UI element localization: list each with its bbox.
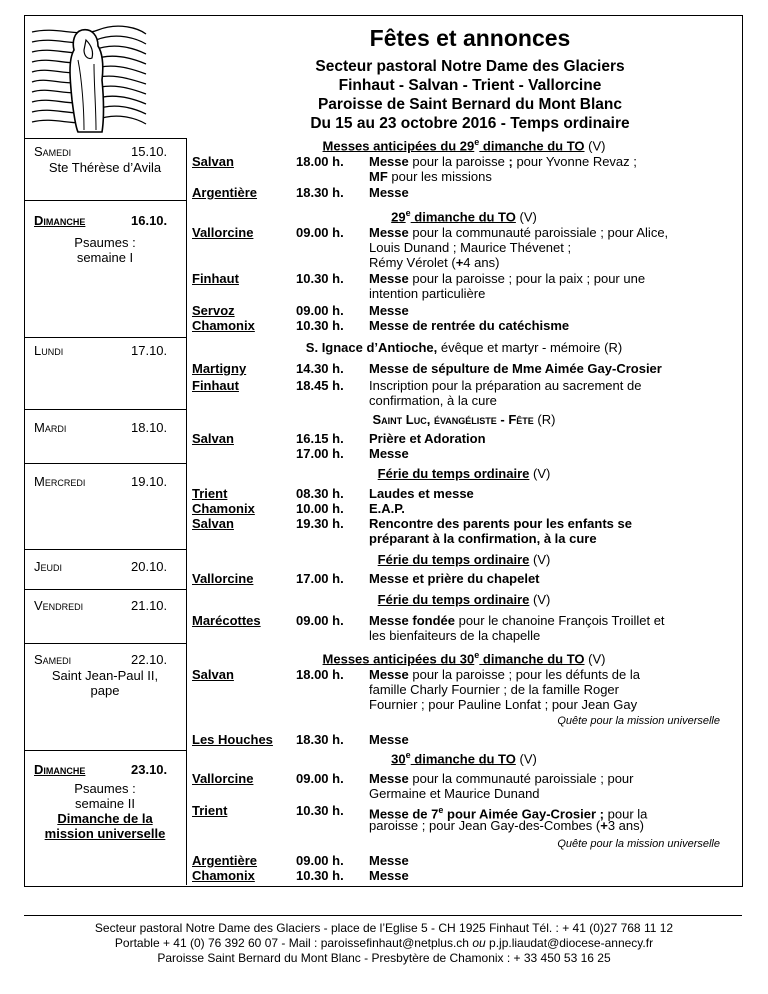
entry-text: Fournier ; pour Pauline Lonfat ; pour Jean Gay xyxy=(369,697,638,712)
entry-place: Vallorcine xyxy=(192,571,254,586)
entry-place: Finhaut xyxy=(192,378,239,393)
entry-place: Martigny xyxy=(192,361,247,376)
day-name: Mardi xyxy=(34,420,67,435)
page-title: Fêtes et annonces xyxy=(369,25,571,51)
collection-note: Quête pour la mission universelle xyxy=(557,838,720,850)
entry-text: Messe de 7e pour Aimée Gay-Crosier ; pour la xyxy=(369,805,648,822)
header-line-2: Finhaut - Salvan - Trient - Vallorcine xyxy=(338,77,602,94)
entry-place: Trient xyxy=(192,486,228,501)
day-separator xyxy=(24,409,186,410)
day-note: semaine I xyxy=(76,250,134,265)
section-heading: 29e dimanche du TO (V) xyxy=(391,208,537,225)
entry-text: Rémy Vérolet (+4 ans) xyxy=(369,255,500,270)
entry-text: Messe fondée pour le chanoine François Troillet et xyxy=(369,613,665,628)
entry-time: 08.30 h. xyxy=(296,486,344,501)
section-heading: Messes anticipées du 30e dimanche du TO (V) xyxy=(322,650,606,667)
day-date: 19.10. xyxy=(131,474,168,489)
entry-place: Salvan xyxy=(192,154,234,169)
entry-place: Marécottes xyxy=(192,613,261,628)
entry-time: 18.45 h. xyxy=(296,378,344,393)
entry-place: Finhaut xyxy=(192,271,239,286)
entry-time: 19.30 h. xyxy=(296,516,344,531)
day-date: 23.10. xyxy=(131,762,168,777)
day-separator xyxy=(24,200,186,201)
day-separator xyxy=(24,643,186,644)
entry-place: Chamonix xyxy=(192,318,255,333)
header-line-4: Du 15 au 23 octobre 2016 - Temps ordinaire xyxy=(310,115,630,132)
day-note: Saint Jean-Paul II, xyxy=(51,668,159,683)
entry-place: Trient xyxy=(192,803,228,818)
header-line-3: Paroisse de Saint Bernard du Mont Blanc xyxy=(317,96,623,113)
entry-text: famille Charly Fournier ; de la famille Roger xyxy=(369,682,619,697)
entry-time: 17.00 h. xyxy=(296,571,344,586)
day-separator xyxy=(24,337,186,338)
header-rule xyxy=(24,138,186,139)
section-heading: 30e dimanche du TO (V) xyxy=(391,750,537,767)
day-date: 21.10. xyxy=(131,598,168,613)
entry-text: paroisse ; pour Jean Gay-des-Combes (+3 ans) xyxy=(369,818,644,833)
entry-time: 10.00 h. xyxy=(296,501,344,516)
day-note: Dimanche de la xyxy=(57,811,153,826)
day-name: Samedi xyxy=(34,652,72,667)
entry-text: E.A.P. xyxy=(369,501,405,516)
entry-place: Argentière xyxy=(192,853,258,868)
entry-time: 14.30 h. xyxy=(296,361,344,376)
entry-place: Salvan xyxy=(192,667,234,682)
day-name: Dimanche xyxy=(34,213,86,228)
section-heading: S. Ignace d’Antioche, évêque et martyr - mémoire (R) xyxy=(305,340,623,355)
entry-time: 10.30 h. xyxy=(296,318,344,333)
entry-text: Laudes et messe xyxy=(369,486,474,501)
entry-text: les bienfaiteurs de la chapelle xyxy=(369,628,541,643)
entry-place: Salvan xyxy=(192,431,234,446)
entry-text: Louis Dunand ; Maurice Thévenet ; xyxy=(369,240,572,255)
day-note: pape xyxy=(90,683,120,698)
section-heading: Férie du temps ordinaire (V) xyxy=(377,552,551,567)
entry-time: 09.00 h. xyxy=(296,771,344,786)
day-separator xyxy=(24,589,186,590)
day-note: Psaumes : xyxy=(74,235,136,250)
collection-note: Quête pour la mission universelle xyxy=(557,715,720,727)
entry-place: Vallorcine xyxy=(192,771,254,786)
entry-text: Germaine et Maurice Dunand xyxy=(369,786,540,801)
madonna-logo xyxy=(28,20,150,136)
footer-rule xyxy=(24,915,742,916)
day-date: 18.10. xyxy=(131,420,168,435)
entry-text: intention particulière xyxy=(369,286,486,301)
entry-text: Messe pour la paroisse ; pour la paix ; pour une xyxy=(369,271,646,286)
entry-time: 10.30 h. xyxy=(296,868,344,883)
day-note: Psaumes : xyxy=(74,781,136,796)
footer-line-3: Paroisse Saint Bernard du Mont Blanc - Presbytère de Chamonix : + 33 450 53 16 25 xyxy=(157,951,611,965)
entry-text: Messe pour la paroisse ; pour les défunts de la xyxy=(369,667,641,682)
entry-time: 09.00 h. xyxy=(296,613,344,628)
entry-time: 18.30 h. xyxy=(296,732,344,747)
day-name: Samedi xyxy=(34,144,72,159)
footer-line-1: Secteur pastoral Notre Dame des Glaciers - place de l’Eglise 5 - CH 1925 Finhaut Tél. : + 41 (0)27 768 11 12 xyxy=(94,921,674,935)
day-name: Jeudi xyxy=(34,559,63,574)
entry-text: Prière et Adoration xyxy=(369,431,486,446)
day-date: 16.10. xyxy=(131,213,168,228)
entry-place: Chamonix xyxy=(192,501,255,516)
entry-time: 18.30 h. xyxy=(296,185,344,200)
entry-text: Messe xyxy=(369,732,409,747)
footer-line-2: Portable + 41 (0) 76 392 60 07 - Mail : paroissefinhaut@netplus.ch ou p.jp.liaudat@diocese-annecy.fr xyxy=(114,936,654,950)
entry-text: confirmation, à la cure xyxy=(369,393,497,408)
entry-text: Messe de sépulture de Mme Aimée Gay-Crosier xyxy=(369,361,662,376)
day-date: 15.10. xyxy=(131,144,168,159)
entry-place: Vallorcine xyxy=(192,225,254,240)
entry-text: Messe pour la communauté paroissiale ; pour Alice, xyxy=(369,225,669,240)
day-separator xyxy=(24,463,186,464)
entry-text: Messe de rentrée du catéchisme xyxy=(369,318,570,333)
section-heading: Férie du temps ordinaire (V) xyxy=(377,592,551,607)
entry-text: Messe pour la paroisse ; pour Yvonne Revaz ; xyxy=(369,154,637,169)
entry-text: Messe xyxy=(369,853,409,868)
day-column-divider xyxy=(186,138,187,885)
entry-time: 09.00 h. xyxy=(296,303,344,318)
entry-text: Messe xyxy=(369,868,409,883)
day-name: Vendredi xyxy=(34,598,84,613)
day-name: Dimanche xyxy=(34,762,86,777)
entry-text: MF pour les missions xyxy=(369,169,492,184)
entry-time: 10.30 h. xyxy=(296,271,344,286)
entry-time: 09.00 h. xyxy=(296,853,344,868)
entry-time: 18.00 h. xyxy=(296,667,344,682)
day-separator xyxy=(24,750,186,751)
day-note: mission universelle xyxy=(44,826,166,841)
section-heading: Férie du temps ordinaire (V) xyxy=(377,466,551,481)
entry-time: 17.00 h. xyxy=(296,446,344,461)
day-date: 20.10. xyxy=(131,559,168,574)
day-name: Mercredi xyxy=(34,474,86,489)
entry-place: Les Houches xyxy=(192,732,273,747)
section-heading: Saint Luc, évangéliste - Fête (R) xyxy=(372,412,556,427)
section-heading: Messes anticipées du 29e dimanche du TO (V) xyxy=(322,137,606,154)
entry-time: 18.00 h. xyxy=(296,154,344,169)
entry-place: Chamonix xyxy=(192,868,255,883)
day-separator xyxy=(24,549,186,550)
entry-text: Messe xyxy=(369,446,409,461)
entry-place: Salvan xyxy=(192,516,234,531)
day-name: Lundi xyxy=(34,343,64,358)
day-note: semaine II xyxy=(75,796,135,811)
entry-place: Argentière xyxy=(192,185,258,200)
entry-text: Messe et prière du chapelet xyxy=(369,571,540,586)
entry-time: 10.30 h. xyxy=(296,803,344,818)
entry-text: Messe xyxy=(369,185,409,200)
entry-place: Servoz xyxy=(192,303,235,318)
entry-text: Messe xyxy=(369,303,409,318)
entry-time: 16.15 h. xyxy=(296,431,344,446)
day-date: 17.10. xyxy=(131,343,168,358)
day-date: 22.10. xyxy=(131,652,168,667)
entry-text: Rencontre des parents pour les enfants se xyxy=(369,516,632,531)
header-line-1: Secteur pastoral Notre Dame des Glaciers xyxy=(315,58,625,75)
entry-text: Messe pour la communauté paroissiale ; pour xyxy=(369,771,634,786)
day-note: Ste Thérèse d’Avila xyxy=(48,160,162,175)
entry-text: préparant à la confirmation, à la cure xyxy=(369,531,597,546)
entry-time: 09.00 h. xyxy=(296,225,344,240)
entry-text: Inscription pour la préparation au sacrement de xyxy=(369,378,642,393)
